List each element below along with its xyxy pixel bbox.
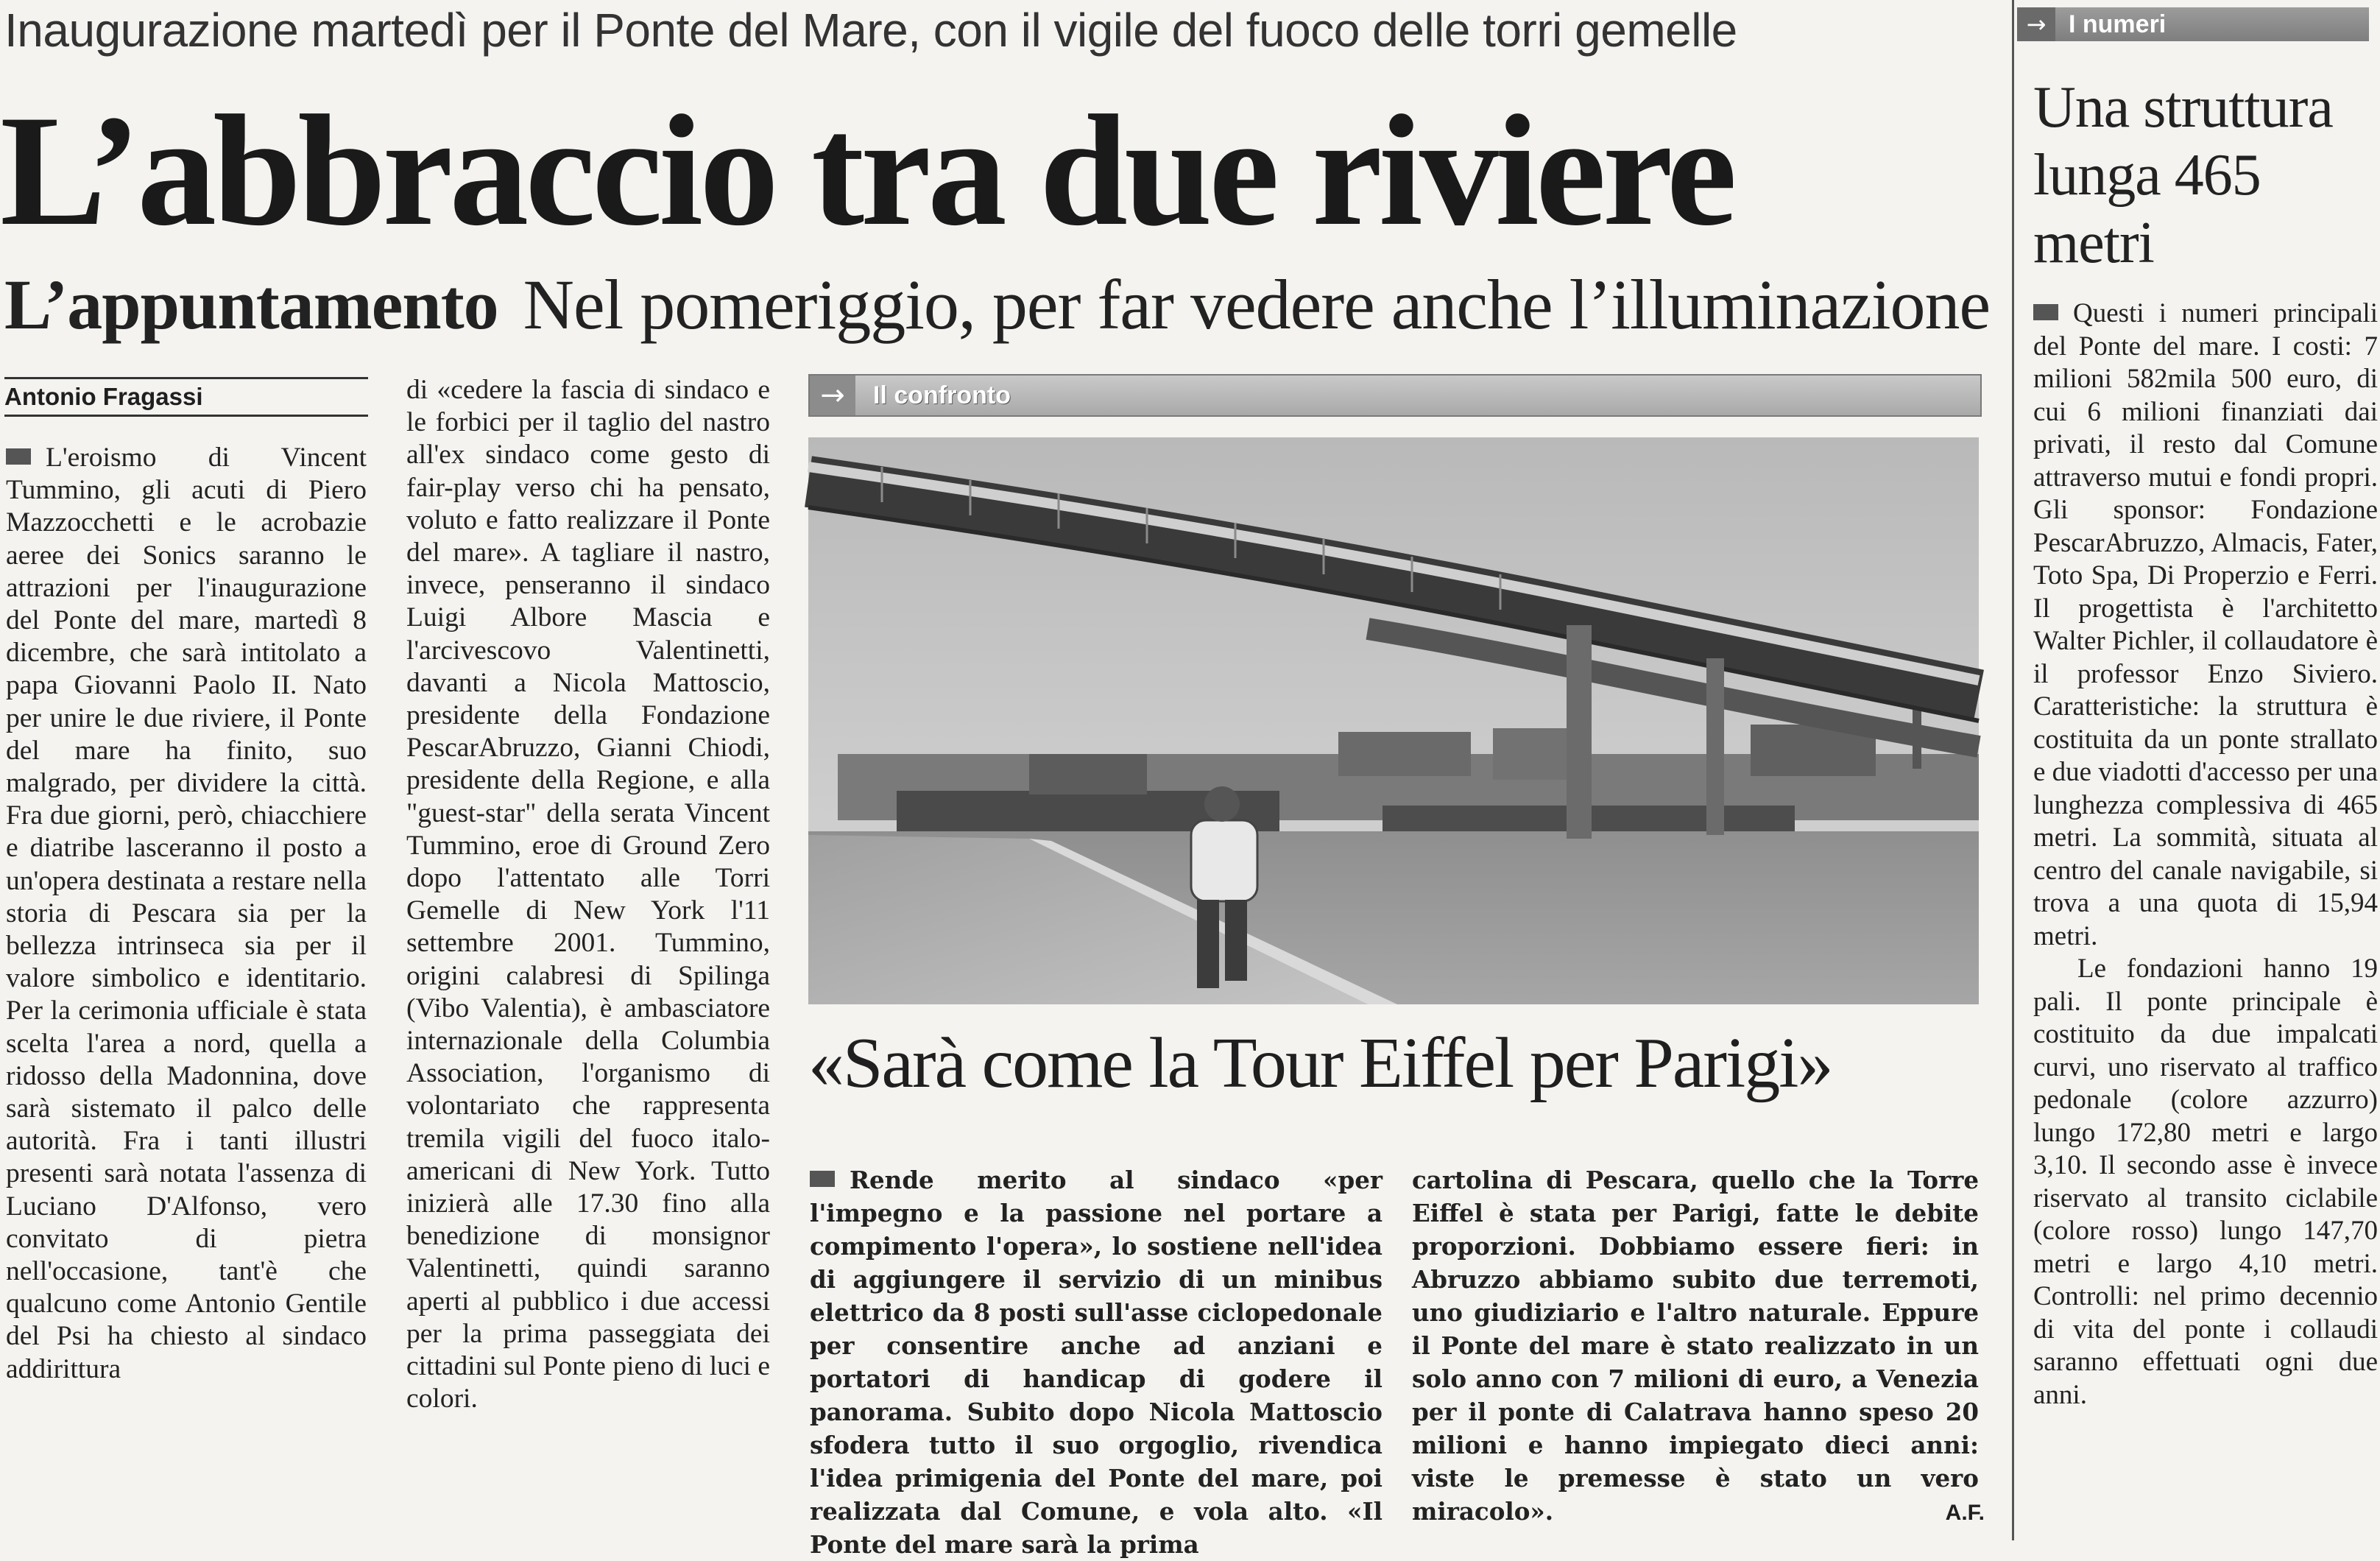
paragraph-marker-icon [810,1171,835,1187]
sidebar-paragraph-1: Questi i numeri principali del Ponte del mare. I costi: 7 milioni 582mila 500 euro, di cui 6 milioni finanziati dai privati, il resto dal Comune attraverso mutui e fondi propri. Gli sponsor: Fondazione PescarAbruzzo, Almacis, Fater, Toto Spa, Di Properzio e Ferri. Il progettista è l'architetto Walter Pichler, il collaudatore è il professor Enzo Siviero. Caratteristiche: la struttura è costituita da un ponte strallato e due viadotti d'accesso per una lunghezza complessiva di 465 metri. La sommità, situata al centro del canale navigabile, si trova a una quota di 15,94 metri. [2033,298,2378,951]
sidebar-label: I numeri [2069,10,2167,38]
section-label: Il confronto [873,381,1011,409]
section-label-bar [808,374,1982,417]
byline: Antonio Fragassi [4,377,368,417]
paragraph-marker-icon [2033,304,2058,320]
sidebar-paragraph-2: Le fondazioni hanno 19 pali. Il ponte principale è costituito da due impalcati curvi, uno riservato al traffico pedonale (colore azzurro) lungo 172,80 metri e largo 3,10. Il secondo asse è invece riservato al transito ciclabile (colore rosso) lungo 147,70 metri e largo 4,10 metri. Controlli: nel primo decennio di vita del ponte i collaudi saranno effettuati ogni due anni. [2033,954,2378,1410]
sidebar-body [2033,297,2378,1540]
bridge-photo [808,437,1979,1004]
column-1-text: L'eroismo di Vincent Tummino, gli acuti di Piero Mazzocchetti e le acrobazie aeree dei Sonics saranno le attrazioni per l'inaugurazione del Ponte del mare, martedì 8 dicembre, che sarà intitolato a papa Giovanni Paolo II. Nato per unire le due riviere, il Ponte del mare ha finito, suo malgrado, per dividere la città. Fra due giorni, però, chiacchiere e diatribe lasceranno il posto a un'opera destinata a restare nella storia di Pescara sia per la bellezza intrinseca sia per il valore simbolico e identitario. Per la cerimonia ufficiale è stata scelta l'area a nord, quella a ridosso della Madonnina, dove sarà sistemato il palco delle autorità. Fra i tanti illustri presenti sarà notata l'assenza di Luciano D'Alfonso, vero convitato di pietra nell'occasione, tant'è che qualcuno come Antonio Gentile del Psi ha chiesto al sindaco addirittura [6,443,367,1384]
sidebar-label-bar [2017,7,2369,41]
subhead-text: Nel pomeriggio, per far vedere anche l’illuminazione [523,265,1991,344]
author-initials: A.F. [1945,1501,1985,1525]
arrow-right-icon: → [810,376,855,415]
article-headline: L’abbraccio tra due riviere [0,82,1734,258]
arrow-right-icon: → [2017,7,2055,41]
paragraph-marker-icon [6,448,31,465]
box-column-2-text: cartolina di Pescara, quello che la Torre Eiffel è stata per Parigi, fatte le debite proporzioni. Dobbiamo essere fieri: in Abruzzo abbiamo subito due terremoti, uno giudiziario e l'altro naturale. Eppure il Ponte del mare è stato realizzato in un solo anno con 7 milioni di euro, a Venezia per il ponte di Calatrava hanno speso 20 milioni e hanno impiegato dieci anni: viste le premesse è stato un vero miracolo». [1412,1166,1979,1526]
article-column-2 [406,374,770,1540]
sidebar-divider [2012,0,2014,1540]
column-2-text: di «cedere la fascia di sindaco e le forbici per il taglio del nastro all'ex sindaco come gesto di fair-play verso chi ha pensato, voluto e fatto realizzare il Ponte del mare». A tagliare il nastro, invece, penseranno il sindaco Luigi Albore Mascia e l'arcivescovo Valentinetti, davanti a Nicola Mattoscio, presidente della Fondazione PescarAbruzzo, Gianni Chiodi, presidente della Regione, e alla "guest-star" della serata Vincent Tummino, eroe di Ground Zero dopo l'attentato alle Torri Gemelle di New York l'11 settembre 2001. Tummino, origini calabresi di Spilinga (Vibo Valentia), è ambasciatore internazionale della Columbia Association, l'organismo di volontariato che rappresenta tremila vigili del fuoco italo-americani di New York. Tutto inizierà alle 17.30 fino alla benedizione di monsignor Valentinetti, quindi saranno aperti al pubblico i due accessi per la prima passeggiata dei cittadini sul Ponte pieno di luci e colori. [406,375,770,1414]
box-quote-headline: «Sarà come la Tour Eiffel per Parigi» [808,1023,1832,1103]
sidebar-title: Una struttura lunga 465 metri [2033,75,2333,275]
subhead-lead: L’appuntamento [4,265,498,344]
box-column-1 [810,1163,1383,1559]
box-column-1-text: Rende merito al sindaco «per l'impegno e la passione nel portare a compimento l'opera», lo sostiene nell'idea di aggiungere il servizio di un minibus elettrico da 8 posti sull'asse ciclopedonale per consentire anche ad anziani e portatori di handicap di godere il panorama. Subito dopo Nicola Mattoscio sfodera tutto il suo orgoglio, rivendica l'idea primigenia del Ponte del mare, poi realizzata dal Comune, e vola alto. «Il Ponte del mare sarà la prima [810,1166,1383,1559]
article-kicker: Inaugurazione martedì per il Ponte del Mare, con il vigile del fuoco delle torri gemelle [4,4,1737,57]
article-column-1 [6,442,367,1540]
article-subhead [4,264,1991,346]
box-column-2 [1412,1163,1979,1540]
